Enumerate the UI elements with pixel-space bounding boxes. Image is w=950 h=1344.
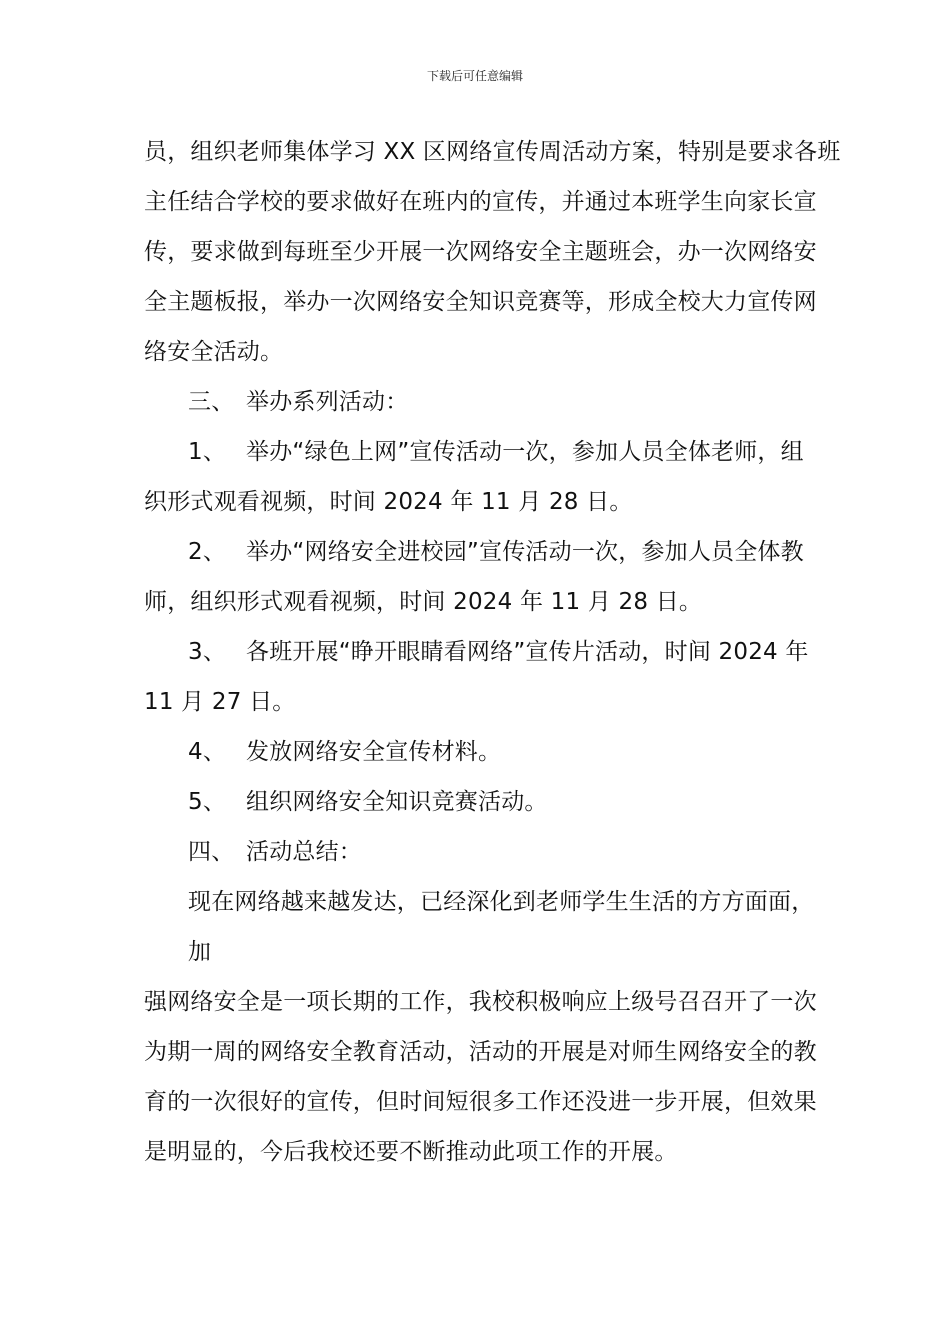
item-text: 举办“绿色上网”宣传活动一次，参加人员全体老师，组: [246, 439, 804, 465]
item-continuation: 师，组织形式观看视频，时间 2024 年 11 月 28 日。: [144, 589, 703, 615]
section-number: 三、: [188, 389, 235, 415]
document-body: [144, 127, 841, 1177]
section-heading-4: [144, 827, 809, 877]
item-text: 组织网络安全知识竞赛活动。: [246, 789, 548, 815]
paragraph-line: 主任结合学校的要求做好在班内的宣传，并通过本班学生向家长宣: [144, 189, 817, 215]
paragraph-line: 传，要求做到每班至少开展一次网络安全主题班会，办一次网络安: [144, 239, 817, 265]
section-heading-3: [144, 377, 809, 427]
list-item: [144, 427, 809, 477]
item-continuation: 织形式观看视频，时间 2024 年 11 月 28 日。: [144, 489, 633, 515]
item-number: 3、: [188, 639, 227, 665]
section-number: 四、: [188, 839, 235, 865]
paragraph-line: 员，组织老师集体学习 XX 区网络宣传周活动方案，特别是要求各班: [144, 139, 841, 165]
summary-line: 加: [188, 939, 212, 965]
paragraph-line: 络安全活动。: [144, 339, 284, 365]
summary-line: 育的一次很好的宣传，但时间短很多工作还没进一步开展，但效果: [144, 1089, 817, 1115]
list-item: [144, 777, 809, 827]
section-title: 活动总结：: [246, 839, 362, 865]
item-number: 2、: [188, 539, 227, 565]
section-title: 举办系列活动：: [246, 389, 409, 415]
item-number: 5、: [188, 789, 227, 815]
item-number: 1、: [188, 439, 227, 465]
item-number: 4、: [188, 739, 227, 765]
item-text: 发放网络安全宣传材料。: [246, 739, 502, 765]
list-item: [144, 727, 809, 777]
item-continuation: 11 月 27 日。: [144, 689, 296, 715]
list-item: [144, 527, 809, 577]
item-text: 各班开展“睁开眼睛看网络”宣传片活动，时间 2024 年: [246, 639, 809, 665]
summary-line: 强网络安全是一项长期的工作，我校积极响应上级号召召开了一次: [144, 989, 817, 1015]
page-header-note: 下载后可任意编辑: [426, 69, 523, 83]
list-item: [144, 627, 809, 677]
summary-line: 是明显的，今后我校还要不断推动此项工作的开展。: [144, 1139, 678, 1165]
item-text: 举办“网络安全进校园”宣传活动一次，参加人员全体教: [246, 539, 804, 565]
summary-line: 为期一周的网络安全教育活动，活动的开展是对师生网络安全的教: [144, 1039, 817, 1065]
summary-line: 现在网络越来越发达，已经深化到老师学生生活的方方面面，: [188, 889, 815, 915]
paragraph-line: 全主题板报，举办一次网络安全知识竞赛等，形成全校大力宣传网: [144, 289, 817, 315]
